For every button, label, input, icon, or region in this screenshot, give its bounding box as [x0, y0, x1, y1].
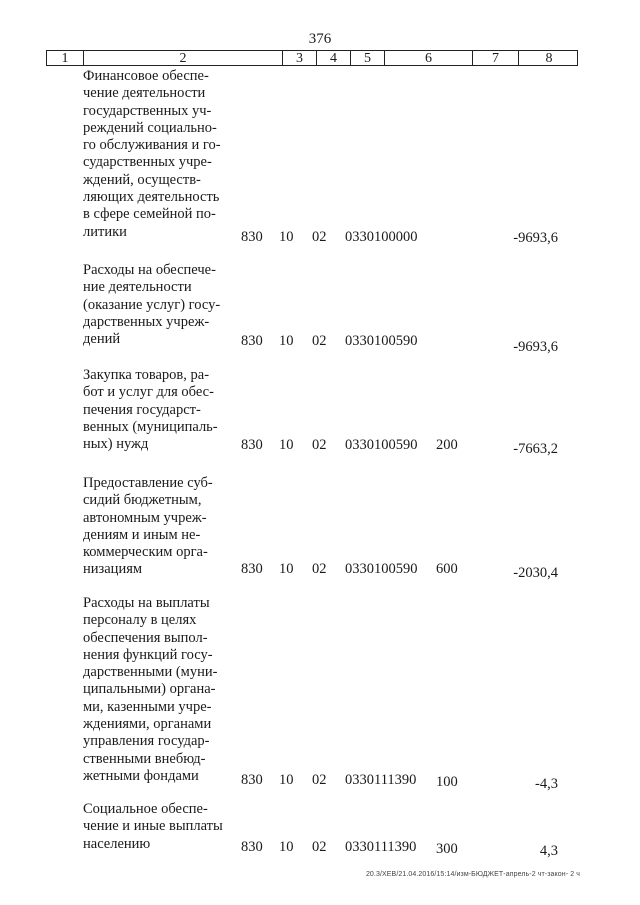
- cell-target-article: 0330100000: [345, 229, 418, 245]
- header-col-5: 5: [351, 51, 385, 66]
- cell-amount: -2030,4: [513, 565, 558, 581]
- cell-expense-type: 200: [436, 437, 458, 453]
- header-col-7: 7: [473, 51, 519, 66]
- cell-ministry: 830: [241, 229, 263, 245]
- cell-amount: -9693,6: [513, 339, 558, 355]
- header-col-2: 2: [84, 51, 283, 66]
- footer-file-reference: 20.3/XEB/21.04.2016/15:14/изм-БЮДЖЕТ-апрель-2 чт-закон- 2 ч: [365, 871, 580, 878]
- cell-target-article: 0330100590: [345, 561, 418, 577]
- cell-section: 10: [279, 333, 294, 349]
- cell-section: 10: [279, 229, 294, 245]
- cell-ministry: 830: [241, 437, 263, 453]
- row-description: Расходы на обеспече- ние деятельности (оказание услуг) госу- дарственных учреж- дений: [83, 262, 221, 348]
- cell-subsection: 02: [312, 229, 327, 245]
- header-col-4: 4: [317, 51, 351, 66]
- cell-target-article: 0330100590: [345, 333, 418, 349]
- cell-expense-type: 300: [436, 841, 458, 857]
- cell-amount: -4,3: [535, 776, 558, 792]
- row-description: Социальное обеспе- чение и иные выплаты населению: [83, 801, 223, 852]
- row-description: Закупка товаров, ра- бот и услуг для обес- печения государст- венных (муниципаль- ных) нужд: [83, 367, 218, 453]
- header-col-3: 3: [283, 51, 317, 66]
- cell-ministry: 830: [241, 333, 263, 349]
- cell-amount: -7663,2: [513, 441, 558, 457]
- cell-subsection: 02: [312, 839, 327, 855]
- header-col-6: 6: [385, 51, 473, 66]
- cell-ministry: 830: [241, 839, 263, 855]
- cell-amount: -9693,6: [513, 230, 558, 246]
- header-col-1: 1: [47, 51, 84, 66]
- cell-target-article: 0330111390: [345, 772, 417, 788]
- cell-section: 10: [279, 772, 294, 788]
- table-header-row: [46, 50, 578, 66]
- cell-ministry: 830: [241, 772, 263, 788]
- cell-subsection: 02: [312, 561, 327, 577]
- page-number: 376: [308, 31, 332, 47]
- header-col-8: 8: [545, 51, 553, 66]
- cell-subsection: 02: [312, 333, 327, 349]
- row-description: Предоставление суб- сидий бюджетным, автономным учреж- дениям и иным не- коммерческим орга- низациям: [83, 475, 213, 578]
- cell-expense-type: 600: [436, 561, 458, 577]
- cell-subsection: 02: [312, 772, 327, 788]
- cell-target-article: 0330100590: [345, 437, 418, 453]
- cell-section: 10: [279, 437, 294, 453]
- cell-section: 10: [279, 561, 294, 577]
- cell-expense-type: 100: [436, 774, 458, 790]
- cell-target-article: 0330111390: [345, 839, 417, 855]
- row-description: Финансовое обеспе- чение деятельности государственных уч- реждений социально- го обслуживания и го- сударственных учре- ждений, осуществ- ляющих деятельность в сфере семейной по- литики: [83, 68, 221, 240]
- cell-amount: 4,3: [539, 843, 558, 859]
- row-description: Расходы на выплаты персоналу в целях обеспечения выпол- нения функций госу- дарственными (муни- ципальными) органа- ми, казенными учре- ждениями, органами управления государ- ственными внебюд- жетными фондами: [83, 595, 218, 784]
- cell-section: 10: [279, 839, 294, 855]
- cell-ministry: 830: [241, 561, 263, 577]
- cell-subsection: 02: [312, 437, 327, 453]
